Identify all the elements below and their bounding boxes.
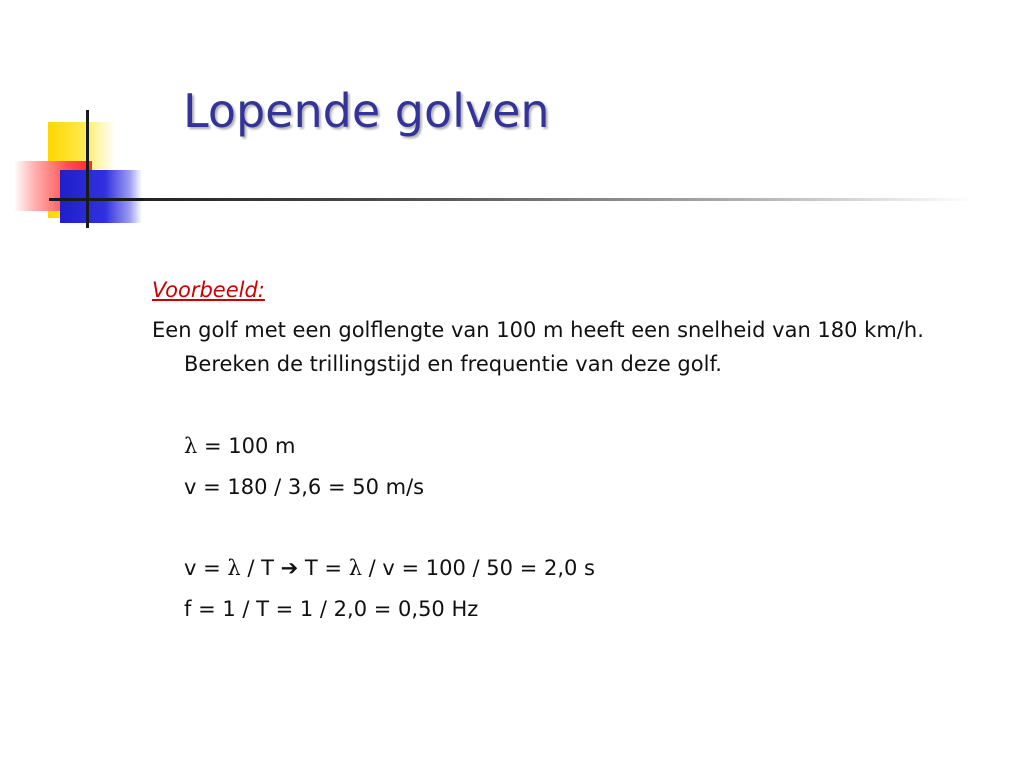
problem-line-2: Bereken de trillingstijd en frequentie van deze golf. [184, 352, 722, 376]
equation-wavelength [184, 434, 295, 458]
decorative-logo [0, 100, 150, 235]
problem-line-1: Een golf met een golflengte van 100 m heeft een snelheid van 180 km/h. [152, 318, 924, 342]
horizontal-line [49, 198, 143, 201]
lambda-symbol: λ [184, 434, 198, 458]
equation-period-part-b: / T [240, 556, 281, 580]
equation-period-part-d: / v = 100 / 50 = 2,0 s [362, 556, 595, 580]
equation-period [184, 556, 595, 580]
blue-square [60, 170, 142, 223]
title-divider [143, 198, 973, 201]
example-label: Voorbeeld: [152, 278, 265, 302]
equation-speed: v = 180 / 3,6 = 50 m/s [184, 475, 425, 499]
right-arrow-icon: ➔ [280, 556, 299, 580]
equation-frequency: f = 1 / T = 1 / 2,0 = 0,50 Hz [184, 597, 479, 621]
equation-wavelength-value: = 100 m [197, 434, 296, 458]
lambda-symbol: λ [227, 556, 241, 580]
equation-period-part-a: v = [184, 556, 228, 580]
lambda-symbol: λ [348, 556, 362, 580]
equation-period-part-c: T = [298, 556, 349, 580]
vertical-line [86, 110, 89, 228]
slide-title: Lopende golven [183, 84, 550, 138]
